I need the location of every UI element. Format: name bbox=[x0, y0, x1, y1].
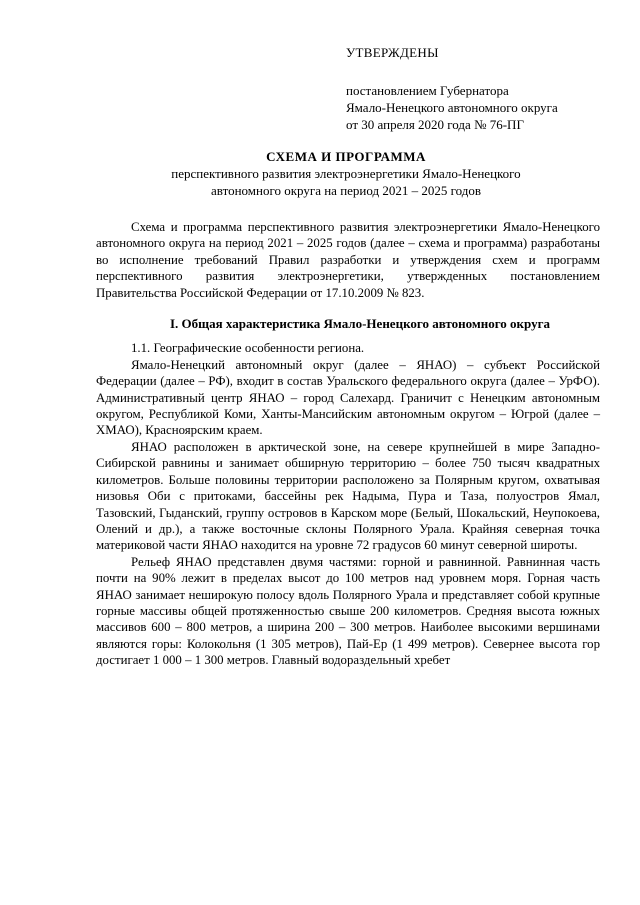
approval-line: Ямало-Ненецкого автономного округа bbox=[346, 100, 558, 115]
intro-paragraph: Схема и программа перспективного развития электроэнергетики Ямало-Ненецкого автономного округа на период 2021 – 2025 годов (далее – схема и программа) разработаны во исполнение требований Правил разработки и утверждения схем и программ перспективного развития электроэнергетики, утвержденных постановлением Правительства Российской Федерации от 17.10.2009 № 823. bbox=[96, 220, 600, 300]
body-paragraph: Рельеф ЯНАО представлен двумя частями: горной и равнинной. Равнинная часть почти на 90% лежит в пределах высот до 100 метров над уровнем моря. Горная часть ЯНАО занимает неширокую полосу вдоль Полярного Урала и представляет собой крупные горные массивы общей протяженностью свыше 200 километров. Средняя высота южных массивов 600 – 800 метров, а ширина 200 – 300 метров. Наиболее высокими вершинами являются горы: Колокольня (1 305 метров), Пай-Ер (1 499 метров). Севернее высота гор достигает 1 000 – 1 300 метров. Главный водораздельный хребет bbox=[96, 554, 600, 668]
body-paragraph: ЯНАО расположен в арктической зоне, на севере крупнейшей в мире Западно-Сибирской равнины и занимает обширную территорию – более 750 тысяч квадратных километров. Больше половины территории расположено за Полярным кругом, охватывая низовья Оби с притоками, бассейны рек Надыма, Пура и Таза, полуостров Ямал, Тазовский, Гыданский, группу островов в Карском море (Белый, Шокальский, Неупокоева, Олений и др.), а также восточные склоны Полярного Урала. Крайняя северная точка материковой части ЯНАО находится на уровне 72 градусов 60 минут северной широты. bbox=[96, 439, 600, 553]
approval-block bbox=[346, 44, 558, 133]
document-body bbox=[96, 219, 600, 669]
approval-line: от 30 апреля 2020 года № 76-ПГ bbox=[346, 117, 524, 132]
subsection-heading: 1.1. Географические особенности региона. bbox=[131, 341, 365, 356]
section-heading: I. Общая характеристика Ямало-Ненецкого автономного округа bbox=[170, 316, 550, 332]
body-paragraph: Ямало-Ненецкий автономный округ (далее – ЯНАО) – субъект Российской Федерации (далее – РФ), входит в состав Уральского федерального округа (далее – УрФО). Административный центр ЯНАО – город Салехард. Граничит с Ненецким автономным округом, Республикой Коми, Ханты-Мансийским автономным округом – Югрой (далее – ХМАО), Красноярским краем. bbox=[96, 357, 600, 438]
document-title-block bbox=[96, 148, 596, 199]
approval-line: постановлением Губернатора bbox=[346, 83, 509, 98]
document-title: СХЕМА И ПРОГРАММА bbox=[266, 149, 426, 164]
document-subtitle: автономного округа на период 2021 – 2025 годов bbox=[210, 183, 482, 198]
approval-heading: УТВЕРЖДЕНЫ bbox=[346, 45, 439, 60]
document-subtitle: перспективного развития электроэнергетики Ямало-Ненецкого bbox=[171, 166, 521, 181]
